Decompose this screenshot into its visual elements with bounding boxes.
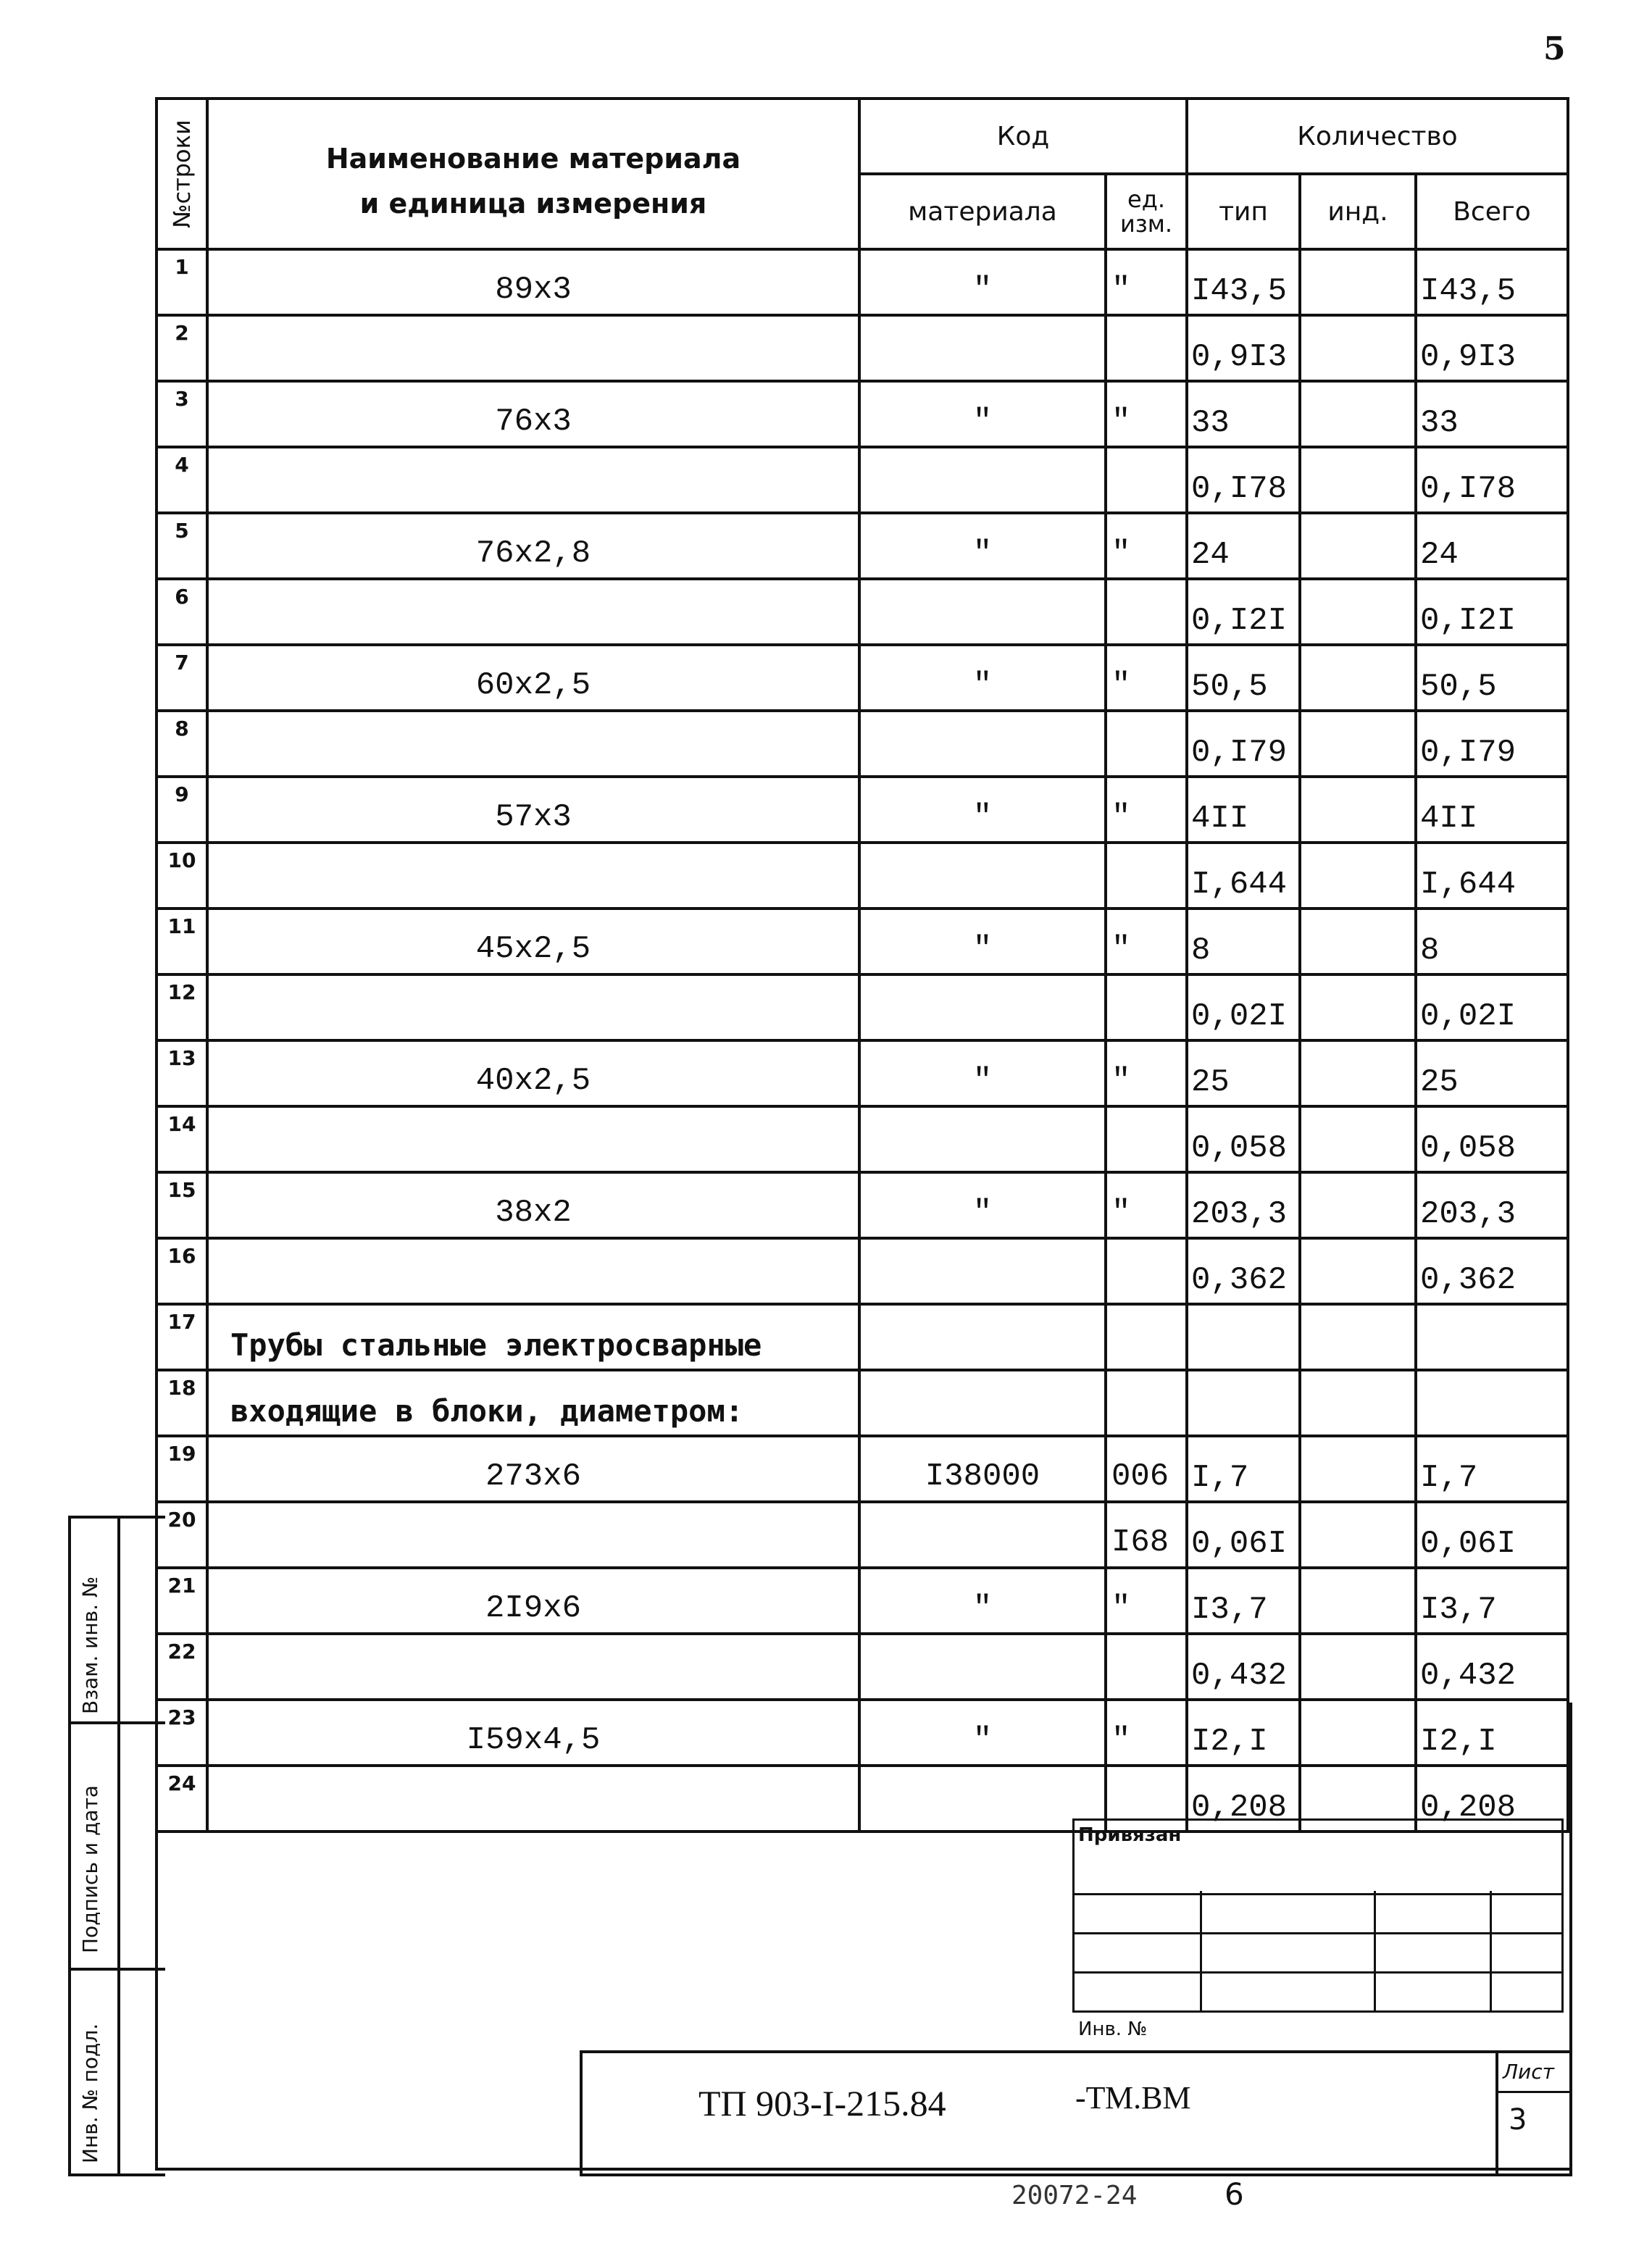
qty-ind (1300, 1172, 1416, 1238)
row-number: 15 (157, 1172, 207, 1238)
unit-code (1106, 1634, 1187, 1700)
qty-ind (1300, 1040, 1416, 1106)
table-row (157, 1172, 1568, 1238)
row-number: 14 (157, 1106, 207, 1172)
qty-ind (1300, 1370, 1416, 1436)
unit-code: " (1106, 645, 1187, 711)
material-code (859, 1370, 1106, 1436)
qty-total: 0,208 (1416, 1766, 1568, 1832)
margin-sign-date: Подпись и дата (78, 1785, 102, 1953)
qty-total: I43,5 (1416, 249, 1568, 315)
qty-total: 8 (1416, 909, 1568, 974)
unit-code (1106, 843, 1187, 909)
row-number: 6 (157, 579, 207, 645)
material-name: I59x4,5 (207, 1700, 859, 1766)
margin-stamp (68, 1516, 165, 2176)
material-name: 45x2,5 (207, 909, 859, 974)
qty-ind (1300, 1238, 1416, 1304)
qty-total: 0,432 (1416, 1634, 1568, 1700)
unit-code (1106, 711, 1187, 777)
qty-type: I2,I (1187, 1700, 1300, 1766)
row-number: 17 (157, 1304, 207, 1370)
sheet-value: 3 (1509, 2103, 1527, 2137)
unit-code: " (1106, 1568, 1187, 1634)
qty-ind (1300, 711, 1416, 777)
document-suffix: -ТМ.ВМ (1075, 2080, 1191, 2116)
qty-total: 50,5 (1416, 645, 1568, 711)
material-code (859, 1502, 1106, 1568)
table-row (157, 315, 1568, 381)
material-name (207, 1634, 859, 1700)
table-row (157, 1238, 1568, 1304)
qty-type: 0,06I (1187, 1502, 1300, 1568)
qty-total: 4II (1416, 777, 1568, 843)
binding-inv-label: Инв. № (1078, 2018, 1148, 2040)
table-row (157, 974, 1568, 1040)
material-name (207, 974, 859, 1040)
material-code: " (859, 1568, 1106, 1634)
archive-number: 20072-24 (1011, 2181, 1138, 2210)
unit-code: 006 (1106, 1436, 1187, 1502)
qty-ind (1300, 249, 1416, 315)
qty-total (1416, 1370, 1568, 1436)
table-row (157, 447, 1568, 513)
material-name: Трубы стальные электросварные (207, 1304, 859, 1370)
material-name (207, 1106, 859, 1172)
material-code: " (859, 513, 1106, 579)
qty-ind (1300, 447, 1416, 513)
table-row (157, 249, 1568, 315)
qty-ind (1300, 579, 1416, 645)
material-code: " (859, 1172, 1106, 1238)
table-row (157, 645, 1568, 711)
material-name (207, 1238, 859, 1304)
material-code (859, 843, 1106, 909)
row-number: 12 (157, 974, 207, 1040)
material-code (859, 315, 1106, 381)
table-row (157, 777, 1568, 843)
material-name: 76x3 (207, 381, 859, 447)
qty-type: I,644 (1187, 843, 1300, 909)
qty-ind (1300, 909, 1416, 974)
table-row (157, 1502, 1568, 1568)
table-row (157, 579, 1568, 645)
header-code-material: материала (859, 174, 1106, 249)
unit-code: " (1106, 777, 1187, 843)
qty-total: 0,058 (1416, 1106, 1568, 1172)
row-number: 5 (157, 513, 207, 579)
material-code: I38000 (859, 1436, 1106, 1502)
qty-type: 0,I79 (1187, 711, 1300, 777)
table-row (157, 1304, 1568, 1370)
qty-total: 0,02I (1416, 974, 1568, 1040)
binding-attached-label: Привязан (1078, 1824, 1182, 1846)
footer-page: 6 (1225, 2176, 1244, 2212)
qty-total: 203,3 (1416, 1172, 1568, 1238)
material-name: 89x3 (207, 249, 859, 315)
material-code: " (859, 249, 1106, 315)
header-unit: ед. изм. (1106, 174, 1187, 249)
qty-total: I,7 (1416, 1436, 1568, 1502)
qty-total: 0,362 (1416, 1238, 1568, 1304)
qty-ind (1300, 315, 1416, 381)
qty-type: 0,362 (1187, 1238, 1300, 1304)
unit-code: " (1106, 1172, 1187, 1238)
qty-type: 50,5 (1187, 645, 1300, 711)
document-code: ТП 903-I-215.84 (698, 2083, 946, 2123)
table-row (157, 843, 1568, 909)
row-number: 1 (157, 249, 207, 315)
qty-ind (1300, 1568, 1416, 1634)
unit-code (1106, 1106, 1187, 1172)
row-number: 11 (157, 909, 207, 974)
table-row (157, 513, 1568, 579)
material-name (207, 843, 859, 909)
material-name (207, 447, 859, 513)
qty-total: 24 (1416, 513, 1568, 579)
row-number: 10 (157, 843, 207, 909)
row-number: 21 (157, 1568, 207, 1634)
unit-code: " (1106, 909, 1187, 974)
qty-ind (1300, 645, 1416, 711)
unit-code (1106, 1304, 1187, 1370)
material-code: " (859, 381, 1106, 447)
header-qty-type: тип (1187, 174, 1300, 249)
table-row (157, 1040, 1568, 1106)
header-code-group: Код (859, 99, 1187, 174)
qty-ind (1300, 513, 1416, 579)
qty-type: 4II (1187, 777, 1300, 843)
qty-type (1187, 1370, 1300, 1436)
qty-ind (1300, 1634, 1416, 1700)
qty-type: 0,058 (1187, 1106, 1300, 1172)
unit-code: " (1106, 513, 1187, 579)
material-code (859, 579, 1106, 645)
qty-type: 0,9I3 (1187, 315, 1300, 381)
header-row-number: №строки (157, 99, 207, 249)
row-number: 13 (157, 1040, 207, 1106)
material-code: " (859, 777, 1106, 843)
qty-ind (1300, 974, 1416, 1040)
material-code (859, 711, 1106, 777)
header-quantity-group: Количество (1187, 99, 1568, 174)
unit-code: " (1106, 1040, 1187, 1106)
header-qty-total: Всего (1416, 174, 1568, 249)
qty-type: 0,432 (1187, 1634, 1300, 1700)
qty-ind (1300, 1436, 1416, 1502)
unit-code (1106, 1238, 1187, 1304)
qty-total: 0,I79 (1416, 711, 1568, 777)
material-name: 57x3 (207, 777, 859, 843)
material-name: 273x6 (207, 1436, 859, 1502)
qty-type: 8 (1187, 909, 1300, 974)
qty-type: 203,3 (1187, 1172, 1300, 1238)
qty-total: 0,I2I (1416, 579, 1568, 645)
qty-type (1187, 1304, 1300, 1370)
material-name: 60x2,5 (207, 645, 859, 711)
unit-code: I68 (1106, 1502, 1187, 1568)
qty-ind (1300, 843, 1416, 909)
qty-total: I2,I (1416, 1700, 1568, 1766)
qty-total: 0,I78 (1416, 447, 1568, 513)
qty-type: 25 (1187, 1040, 1300, 1106)
material-name (207, 1502, 859, 1568)
qty-type: 0,I2I (1187, 579, 1300, 645)
unit-code: " (1106, 1700, 1187, 1766)
material-code (859, 447, 1106, 513)
table-row (157, 909, 1568, 974)
unit-code (1106, 315, 1187, 381)
unit-code: " (1106, 249, 1187, 315)
qty-total: 33 (1416, 381, 1568, 447)
qty-ind (1300, 1304, 1416, 1370)
material-name (207, 315, 859, 381)
qty-type: 0,02I (1187, 974, 1300, 1040)
unit-code (1106, 579, 1187, 645)
qty-type: I,7 (1187, 1436, 1300, 1502)
row-number: 19 (157, 1436, 207, 1502)
qty-total: 0,06I (1416, 1502, 1568, 1568)
material-code (859, 974, 1106, 1040)
row-number: 20 (157, 1502, 207, 1568)
page-number: 5 (1543, 30, 1566, 67)
row-number: 22 (157, 1634, 207, 1700)
material-code (859, 1634, 1106, 1700)
qty-ind (1300, 381, 1416, 447)
material-name: 2I9x6 (207, 1568, 859, 1634)
qty-type: 0,208 (1187, 1766, 1300, 1832)
margin-inv-orig: Инв. № подл. (78, 2023, 102, 2163)
qty-total: I,644 (1416, 843, 1568, 909)
unit-code (1106, 974, 1187, 1040)
header-qty-ind: инд. (1300, 174, 1416, 249)
row-number: 18 (157, 1370, 207, 1436)
qty-ind (1300, 1106, 1416, 1172)
material-code: " (859, 1700, 1106, 1766)
sheet-box (1495, 2053, 1572, 2173)
table-row (157, 1568, 1568, 1634)
header-material-name: Наименование материала и единица измерения (207, 99, 859, 249)
qty-type: 33 (1187, 381, 1300, 447)
unit-code: " (1106, 381, 1187, 447)
qty-type: 0,I78 (1187, 447, 1300, 513)
qty-type: I43,5 (1187, 249, 1300, 315)
row-number: 2 (157, 315, 207, 381)
binding-block (1072, 1818, 1564, 2052)
material-name: 40x2,5 (207, 1040, 859, 1106)
material-name: входящие в блоки, диаметром: (207, 1370, 859, 1436)
qty-ind (1300, 1502, 1416, 1568)
row-number: 4 (157, 447, 207, 513)
material-name (207, 579, 859, 645)
table-row (157, 1436, 1568, 1502)
sheet-label: Лист (1498, 2053, 1572, 2093)
material-name (207, 711, 859, 777)
qty-ind (1300, 777, 1416, 843)
qty-type: I3,7 (1187, 1568, 1300, 1634)
material-code: " (859, 909, 1106, 974)
material-code (859, 1106, 1106, 1172)
qty-total: 0,9I3 (1416, 315, 1568, 381)
qty-total (1416, 1304, 1568, 1370)
row-number: 16 (157, 1238, 207, 1304)
unit-code (1106, 447, 1187, 513)
material-code (859, 1304, 1106, 1370)
table-row (157, 381, 1568, 447)
table-row (157, 1106, 1568, 1172)
row-number: 8 (157, 711, 207, 777)
row-number: 24 (157, 1766, 207, 1832)
material-name: 76x2,8 (207, 513, 859, 579)
unit-code (1106, 1370, 1187, 1436)
material-name: 38x2 (207, 1172, 859, 1238)
material-code: " (859, 645, 1106, 711)
materials-table (155, 97, 1569, 1833)
qty-type: 24 (1187, 513, 1300, 579)
table-row (157, 1634, 1568, 1700)
row-number: 9 (157, 777, 207, 843)
material-code (859, 1238, 1106, 1304)
row-number: 3 (157, 381, 207, 447)
table-row (157, 711, 1568, 777)
table-row (157, 1370, 1568, 1436)
row-number: 23 (157, 1700, 207, 1766)
material-code: " (859, 1040, 1106, 1106)
qty-total: 25 (1416, 1040, 1568, 1106)
row-number: 7 (157, 645, 207, 711)
margin-inv-replace: Взам. инв. № (78, 1576, 102, 1714)
qty-total: I3,7 (1416, 1568, 1568, 1634)
title-stamp (580, 2050, 1572, 2176)
